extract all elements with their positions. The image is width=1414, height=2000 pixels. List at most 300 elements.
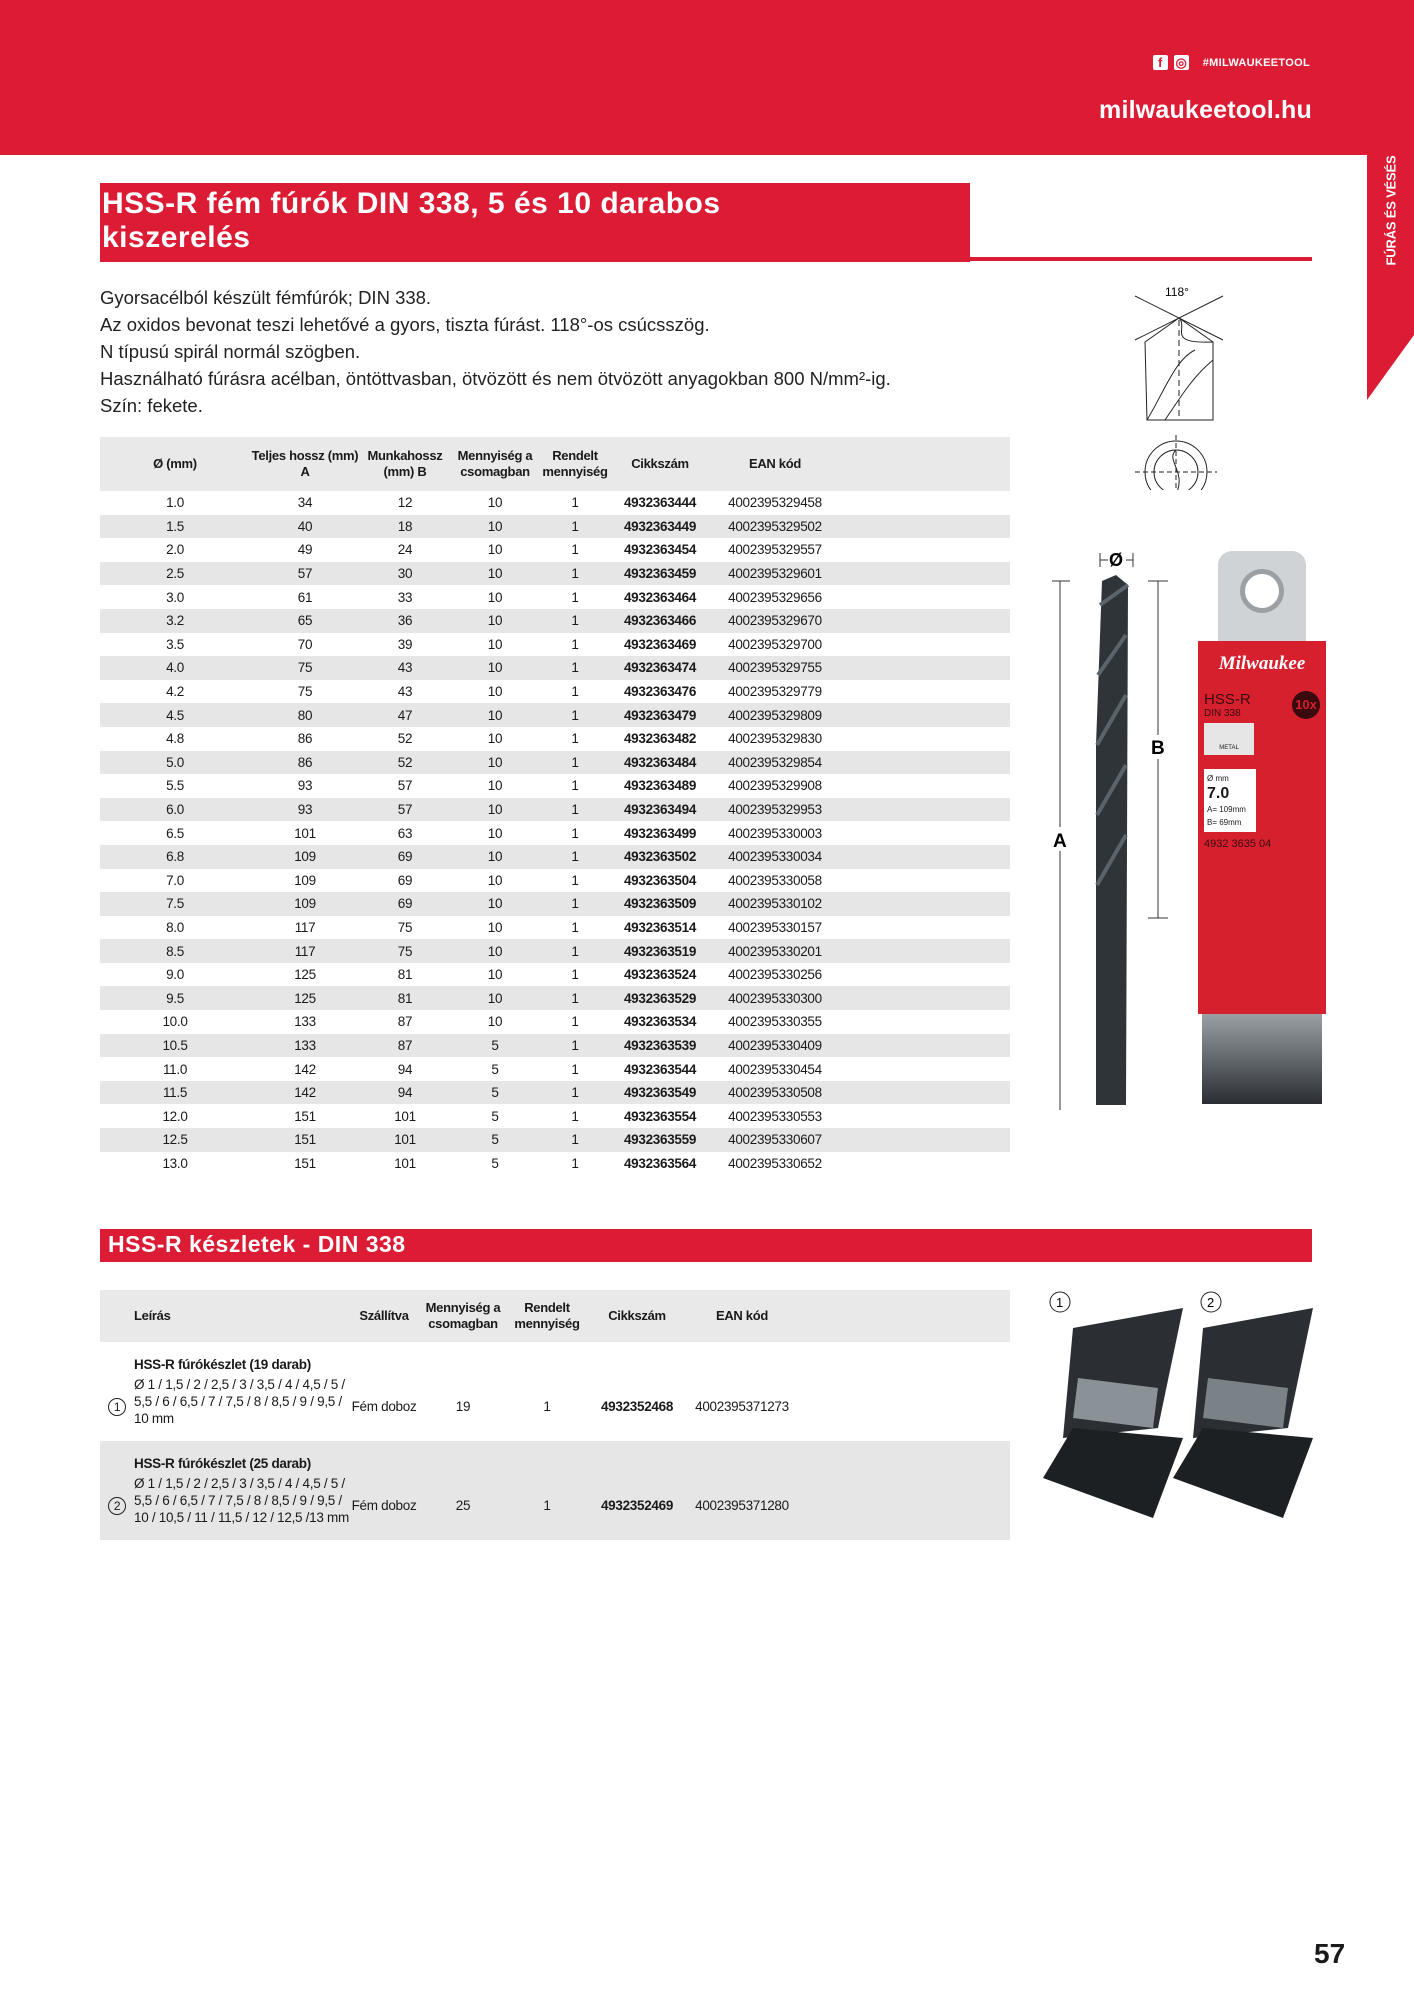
description-line: Használható fúrásra acélban, öntöttvasban, ötvözött és nem ötvözött anyagokban 800 N/mm²-ig. bbox=[100, 368, 891, 389]
order-qty-cell: 1 bbox=[571, 1108, 579, 1124]
package-material: METAL bbox=[1204, 723, 1254, 755]
article-number-cell: 4932363474 bbox=[610, 656, 710, 680]
working-length-cell: 101 bbox=[360, 1128, 450, 1152]
diameter-cell: 4.2 bbox=[166, 684, 184, 700]
pack-qty-cell: 10 bbox=[487, 825, 503, 841]
order-qty-cell: 1 bbox=[540, 1128, 610, 1152]
order-qty-cell: 1 bbox=[540, 845, 610, 869]
shipped-cell: Fém doboz bbox=[351, 1399, 417, 1414]
article-number-cell: 4932363554 bbox=[623, 1108, 697, 1124]
diameter-cell: 13.0 bbox=[162, 1155, 188, 1171]
package-type: HSS-R bbox=[1204, 691, 1251, 708]
working-length-cell: 63 bbox=[397, 825, 413, 841]
total-length-cell: 151 bbox=[294, 1155, 316, 1171]
diameter-cell: 6.5 bbox=[166, 825, 184, 841]
ean-code-cell: 4002395330553 bbox=[728, 1108, 822, 1124]
pack-qty-cell: 10 bbox=[487, 731, 503, 747]
package-dia-label: Ø mm bbox=[1207, 774, 1229, 783]
article-number-cell: 4932363504 bbox=[623, 872, 697, 888]
working-length-cell: 52 bbox=[360, 751, 450, 775]
pack-qty-cell: 10 bbox=[487, 542, 503, 558]
table-row bbox=[100, 585, 1010, 609]
hashtag: #MILWAUKEETOOL bbox=[1202, 56, 1310, 69]
total-length-cell: 151 bbox=[250, 1128, 360, 1152]
ean-code-cell: 4002395329908 bbox=[728, 778, 822, 794]
package-count-badge: 10x bbox=[1292, 691, 1320, 719]
ean-code-cell: 4002395330355 bbox=[728, 1014, 822, 1030]
table-row bbox=[100, 1010, 1010, 1034]
working-length-cell: 75 bbox=[360, 939, 450, 963]
article-number-cell: 4932363514 bbox=[623, 919, 697, 935]
article-number-cell: 4932352469 bbox=[587, 1471, 687, 1540]
package-norm: DIN 338 bbox=[1204, 708, 1241, 719]
pack-qty-cell: 10 bbox=[487, 495, 503, 511]
working-length-cell: 30 bbox=[360, 562, 450, 586]
drill-bit-table bbox=[100, 437, 1010, 1175]
working-length-cell: 57 bbox=[397, 778, 413, 794]
total-length-cell: 65 bbox=[250, 609, 360, 633]
total-length-cell: 40 bbox=[250, 515, 360, 539]
article-number-cell: 4932352468 bbox=[600, 1399, 674, 1414]
diameter-cell: 12.0 bbox=[162, 1108, 188, 1124]
article-number-cell: 4932363509 bbox=[610, 892, 710, 916]
section2-title: HSS-R készletek - DIN 338 bbox=[100, 1229, 1312, 1262]
dim-b-label: B bbox=[1151, 738, 1165, 759]
total-length-cell: 93 bbox=[250, 798, 360, 822]
working-length-cell: 81 bbox=[397, 967, 413, 983]
order-qty-cell: 1 bbox=[540, 1081, 610, 1105]
article-number-cell: 4932363519 bbox=[610, 939, 710, 963]
order-qty-cell: 1 bbox=[571, 684, 579, 700]
article-number-cell: 4932363549 bbox=[610, 1081, 710, 1105]
article-number-cell: 4932363559 bbox=[610, 1128, 710, 1152]
diameter-cell: 11.0 bbox=[162, 1061, 188, 1077]
drill-tip-drawing bbox=[1125, 280, 1235, 490]
ean-code-cell: 4002395330607 bbox=[710, 1128, 840, 1152]
description-line: Szín: fekete. bbox=[100, 395, 203, 416]
working-length-cell: 33 bbox=[397, 589, 413, 605]
ean-code-cell: 4002395329854 bbox=[710, 751, 840, 775]
order-qty-cell: 1 bbox=[540, 609, 610, 633]
column-header: Cikkszám bbox=[610, 437, 710, 491]
ean-code-cell: 4002395330409 bbox=[710, 1034, 840, 1058]
ean-code-cell: 4002395329601 bbox=[710, 562, 840, 586]
diameter-cell: 2.0 bbox=[166, 542, 184, 558]
article-number-cell: 4932363499 bbox=[623, 825, 697, 841]
order-qty-cell: 1 bbox=[571, 589, 579, 605]
table-row bbox=[100, 656, 1010, 680]
diameter-cell: 5.5 bbox=[166, 778, 184, 794]
total-length-cell: 109 bbox=[250, 892, 360, 916]
ean-code-cell: 4002395330034 bbox=[710, 845, 840, 869]
pack-qty-cell: 10 bbox=[487, 636, 503, 652]
header-band bbox=[0, 0, 1414, 155]
column-header: EAN kód bbox=[710, 437, 840, 491]
pack-qty-cell: 10 bbox=[450, 939, 540, 963]
order-qty-cell: 1 bbox=[571, 872, 579, 888]
table-row bbox=[100, 1057, 1010, 1081]
column-header: Szállítva bbox=[349, 1290, 419, 1342]
ean-code-cell: 4002395371280 bbox=[687, 1471, 797, 1540]
order-qty-cell: 1 bbox=[540, 562, 610, 586]
article-number-cell: 4932363479 bbox=[610, 703, 710, 727]
column-header: Ø (mm) bbox=[100, 437, 250, 491]
total-length-cell: 109 bbox=[294, 872, 316, 888]
table-row bbox=[100, 798, 1010, 822]
order-qty-cell: 1 bbox=[540, 798, 610, 822]
total-length-cell: 142 bbox=[250, 1081, 360, 1105]
table-row bbox=[100, 680, 1010, 704]
facebook-icon[interactable]: f bbox=[1153, 55, 1168, 70]
article-number-cell: 4932363489 bbox=[623, 778, 697, 794]
column-header: EAN kód bbox=[687, 1290, 797, 1342]
pack-qty-cell: 5 bbox=[450, 1128, 540, 1152]
pack-qty-cell: 5 bbox=[450, 1081, 540, 1105]
ean-code-cell: 4002395330102 bbox=[710, 892, 840, 916]
diameter-cell: 3.2 bbox=[100, 609, 250, 633]
column-header: Cikkszám bbox=[587, 1290, 687, 1342]
pack-qty-cell: 19 bbox=[455, 1399, 471, 1414]
pack-qty-cell: 10 bbox=[487, 684, 503, 700]
shipped-cell: Fém doboz bbox=[349, 1471, 419, 1540]
side-tab-label bbox=[1367, 140, 1414, 280]
pack-qty-cell: 10 bbox=[450, 892, 540, 916]
pack-qty-cell: 5 bbox=[491, 1155, 499, 1171]
working-length-cell: 47 bbox=[360, 703, 450, 727]
set-name-row bbox=[100, 1441, 1010, 1471]
ean-code-cell: 4002395330256 bbox=[728, 967, 822, 983]
package-a: A= 109mm bbox=[1207, 805, 1246, 814]
article-number-cell: 4932363482 bbox=[623, 731, 697, 747]
table-row bbox=[100, 1104, 1010, 1128]
order-qty-cell: 1 bbox=[571, 825, 579, 841]
ean-code-cell: 4002395329557 bbox=[728, 542, 822, 558]
table-row bbox=[100, 1471, 1010, 1540]
article-number-cell: 4932363539 bbox=[610, 1034, 710, 1058]
section-title-box bbox=[100, 183, 970, 262]
diameter-cell: 7.5 bbox=[100, 892, 250, 916]
article-number-cell: 4932363534 bbox=[623, 1014, 697, 1030]
set-sizes: Ø 1 / 1,5 / 2 / 2,5 / 3 / 3,5 / 4 / 4,5 / 5 / 5,5 / 6 / 6,5 / 7 / 7,5 / 8 / 8,5 / 9 / 9,5 / 10 mm bbox=[134, 1377, 345, 1426]
order-qty-cell: 1 bbox=[507, 1471, 587, 1540]
article-number-cell: 4932363544 bbox=[623, 1061, 697, 1077]
description-line: Gyorsacélból készült fémfúrók; DIN 338. bbox=[100, 287, 432, 308]
package-dia: 7.0 bbox=[1207, 785, 1230, 802]
diameter-cell: 8.5 bbox=[100, 939, 250, 963]
pack-qty-cell: 10 bbox=[450, 845, 540, 869]
total-length-cell: 133 bbox=[294, 1014, 316, 1030]
drill-bit-image bbox=[1050, 545, 1180, 1115]
column-header: Rendelt mennyiség bbox=[540, 437, 610, 491]
total-length-cell: 142 bbox=[294, 1061, 316, 1077]
table-row bbox=[100, 727, 1010, 751]
set-marker-icon: 2 bbox=[108, 1497, 126, 1515]
ean-code-cell: 4002395329953 bbox=[710, 798, 840, 822]
angle-label: 118° bbox=[1165, 285, 1189, 299]
ean-code-cell: 4002395329755 bbox=[710, 656, 840, 680]
pack-qty-cell: 10 bbox=[450, 515, 540, 539]
pack-qty-cell: 10 bbox=[487, 1014, 503, 1030]
working-length-cell: 94 bbox=[360, 1081, 450, 1105]
diameter-cell: 12.5 bbox=[100, 1128, 250, 1152]
diameter-cell: 2.5 bbox=[100, 562, 250, 586]
package-code: 4932 3635 04 bbox=[1204, 838, 1272, 850]
ean-code-cell: 4002395329779 bbox=[728, 684, 822, 700]
working-length-cell: 69 bbox=[360, 845, 450, 869]
article-number-cell: 4932363464 bbox=[623, 589, 697, 605]
total-length-cell: 125 bbox=[250, 986, 360, 1010]
pack-qty-cell: 10 bbox=[450, 656, 540, 680]
order-qty-cell: 1 bbox=[540, 1034, 610, 1058]
ean-code-cell: 4002395329670 bbox=[710, 609, 840, 633]
package-brand: Milwaukee bbox=[1218, 653, 1306, 674]
set-name: HSS-R fúrókészlet (19 darab) bbox=[134, 1357, 311, 1372]
drill-sets-image bbox=[1033, 1288, 1318, 1523]
article-number-cell: 4932363449 bbox=[610, 515, 710, 539]
working-length-cell: 101 bbox=[394, 1108, 416, 1124]
order-qty-cell: 1 bbox=[571, 1061, 579, 1077]
instagram-icon[interactable]: ◎ bbox=[1175, 55, 1187, 70]
diameter-cell: 9.0 bbox=[166, 967, 184, 983]
diameter-cell: 3.5 bbox=[166, 636, 184, 652]
ean-code-cell: 4002395330508 bbox=[710, 1081, 840, 1105]
working-length-cell: 75 bbox=[397, 919, 413, 935]
order-qty-cell: 1 bbox=[571, 1014, 579, 1030]
diameter-cell: 9.5 bbox=[100, 986, 250, 1010]
working-length-cell: 52 bbox=[397, 731, 413, 747]
order-qty-cell: 1 bbox=[540, 939, 610, 963]
article-number-cell: 4932363529 bbox=[610, 986, 710, 1010]
diameter-cell: 7.0 bbox=[166, 872, 184, 888]
working-length-cell: 87 bbox=[360, 1034, 450, 1058]
article-number-cell: 4932363466 bbox=[610, 609, 710, 633]
order-qty-cell: 1 bbox=[543, 1399, 551, 1414]
ean-code-cell: 4002395330003 bbox=[728, 825, 822, 841]
order-qty-cell: 1 bbox=[571, 542, 579, 558]
ean-code-cell: 4002395329458 bbox=[728, 495, 822, 511]
description-line: N típusú spirál normál szögben. bbox=[100, 341, 361, 362]
set-marker-icon: 1 bbox=[108, 1398, 126, 1416]
order-qty-cell: 1 bbox=[571, 1155, 579, 1171]
pack-qty-cell: 10 bbox=[450, 986, 540, 1010]
dim-diameter-label: Ø bbox=[1109, 550, 1124, 570]
pack-qty-cell: 10 bbox=[450, 703, 540, 727]
order-qty-cell: 1 bbox=[571, 919, 579, 935]
total-length-cell: 109 bbox=[250, 845, 360, 869]
working-length-cell: 36 bbox=[360, 609, 450, 633]
table-row bbox=[100, 538, 1010, 562]
total-length-cell: 86 bbox=[297, 731, 313, 747]
total-length-cell: 75 bbox=[297, 684, 313, 700]
side-tab-text: FÚRÁS ÉS VÉSÉS bbox=[1383, 155, 1398, 265]
column-header: Rendelt mennyiség bbox=[507, 1290, 587, 1342]
diameter-cell: 8.0 bbox=[166, 919, 184, 935]
title-line: HSS-R fém fúrók DIN 338, 5 és 10 darabos bbox=[102, 187, 721, 220]
total-length-cell: 117 bbox=[250, 939, 360, 963]
total-length-cell: 93 bbox=[297, 778, 313, 794]
total-length-cell: 61 bbox=[297, 589, 313, 605]
total-length-cell: 80 bbox=[250, 703, 360, 727]
order-qty-cell: 1 bbox=[540, 986, 610, 1010]
set-name: HSS-R fúrókészlet (25 darab) bbox=[134, 1441, 1010, 1471]
table-row bbox=[100, 1128, 1010, 1152]
pack-qty-cell: 10 bbox=[450, 798, 540, 822]
total-length-cell: 75 bbox=[250, 656, 360, 680]
working-length-cell: 43 bbox=[360, 656, 450, 680]
working-length-cell: 69 bbox=[397, 872, 413, 888]
drill-set-19-image bbox=[1043, 1308, 1183, 1518]
ean-code-cell: 4002395329809 bbox=[710, 703, 840, 727]
ean-code-cell: 4002395330652 bbox=[728, 1155, 822, 1171]
table-row bbox=[100, 774, 1010, 798]
total-length-cell: 57 bbox=[250, 562, 360, 586]
pack-qty-cell: 10 bbox=[450, 609, 540, 633]
table-row bbox=[100, 515, 1010, 539]
table-row bbox=[100, 986, 1010, 1010]
total-length-cell: 133 bbox=[250, 1034, 360, 1058]
order-qty-cell: 1 bbox=[571, 636, 579, 652]
column-header: Munkahossz (mm) B bbox=[360, 437, 450, 491]
working-length-cell: 18 bbox=[360, 515, 450, 539]
pack-qty-cell: 10 bbox=[450, 751, 540, 775]
diameter-cell: 6.8 bbox=[100, 845, 250, 869]
working-length-cell: 94 bbox=[397, 1061, 413, 1077]
set-marker: 2 bbox=[1207, 1295, 1215, 1310]
table-row bbox=[100, 491, 1010, 515]
ean-code-cell: 4002395329656 bbox=[728, 589, 822, 605]
total-length-cell: 34 bbox=[297, 495, 313, 511]
table-row bbox=[100, 1372, 1010, 1441]
diameter-cell: 1.5 bbox=[100, 515, 250, 539]
table-row bbox=[100, 939, 1010, 963]
column-header: Mennyiség a csomagban bbox=[450, 437, 540, 491]
pack-qty-cell: 10 bbox=[487, 589, 503, 605]
working-length-cell: 43 bbox=[397, 684, 413, 700]
description-line: Az oxidos bevonat teszi lehetővé a gyors, tiszta fúrást. 118°-os csúcsszög. bbox=[100, 314, 710, 335]
social-links bbox=[1153, 55, 1310, 70]
set-marker: 1 bbox=[1056, 1295, 1064, 1310]
article-number-cell: 4932363454 bbox=[623, 542, 697, 558]
title-underline bbox=[970, 257, 1312, 261]
order-qty-cell: 1 bbox=[540, 892, 610, 916]
package-image bbox=[1198, 551, 1326, 1104]
drill-set-25-image bbox=[1173, 1308, 1313, 1518]
order-qty-cell: 1 bbox=[540, 703, 610, 727]
table-row bbox=[100, 1081, 1010, 1105]
diameter-cell: 1.0 bbox=[166, 495, 184, 511]
ean-code-cell: 4002395330300 bbox=[710, 986, 840, 1010]
table-row bbox=[100, 916, 1010, 940]
table-row bbox=[100, 633, 1010, 657]
diameter-cell: 4.5 bbox=[100, 703, 250, 727]
dim-a-label: A bbox=[1053, 831, 1067, 852]
working-length-cell: 24 bbox=[397, 542, 413, 558]
article-number-cell: 4932363476 bbox=[623, 684, 697, 700]
ean-code-cell: 4002395329830 bbox=[728, 731, 822, 747]
order-qty-cell: 1 bbox=[540, 656, 610, 680]
total-length-cell: 70 bbox=[297, 636, 313, 652]
total-length-cell: 151 bbox=[294, 1108, 316, 1124]
order-qty-cell: 1 bbox=[571, 495, 579, 511]
article-number-cell: 4932363444 bbox=[623, 495, 697, 511]
order-qty-cell: 1 bbox=[571, 967, 579, 983]
ean-code-cell: 4002395330454 bbox=[728, 1061, 822, 1077]
table-row bbox=[100, 845, 1010, 869]
pack-qty-cell: 5 bbox=[450, 1034, 540, 1058]
table-row bbox=[100, 821, 1010, 845]
set-sizes: Ø 1 / 1,5 / 2 / 2,5 / 3 / 3,5 / 4 / 4,5 / 5 / 5,5 / 6 / 6,5 / 7 / 7,5 / 8 / 8,5 / 9 / 9,5 / 10 / 10,5 / 11 / 11,5 / 12 / 12,5 /13 mm bbox=[134, 1471, 349, 1540]
description bbox=[100, 284, 891, 419]
working-length-cell: 101 bbox=[394, 1155, 416, 1171]
pack-qty-cell: 10 bbox=[487, 872, 503, 888]
working-length-cell: 69 bbox=[360, 892, 450, 916]
table-row bbox=[100, 963, 1010, 987]
table-row bbox=[100, 751, 1010, 775]
total-length-cell: 125 bbox=[294, 967, 316, 983]
pack-qty-cell: 10 bbox=[487, 919, 503, 935]
diameter-cell: 3.0 bbox=[166, 589, 184, 605]
article-number-cell: 4932363564 bbox=[623, 1155, 697, 1171]
table-row bbox=[100, 703, 1010, 727]
page-number: 57 bbox=[1314, 1938, 1346, 1969]
working-length-cell: 87 bbox=[397, 1014, 413, 1030]
total-length-cell: 101 bbox=[294, 825, 316, 841]
order-qty-cell: 1 bbox=[540, 515, 610, 539]
working-length-cell: 12 bbox=[397, 495, 413, 511]
article-number-cell: 4932363524 bbox=[623, 967, 697, 983]
drill-set-table bbox=[100, 1290, 1010, 1540]
ean-code-cell: 4002395329502 bbox=[710, 515, 840, 539]
table-row bbox=[100, 609, 1010, 633]
ean-code-cell: 4002395330201 bbox=[710, 939, 840, 963]
table-row bbox=[100, 892, 1010, 916]
article-number-cell: 4932363484 bbox=[610, 751, 710, 775]
pack-qty-cell: 10 bbox=[487, 778, 503, 794]
diameter-cell: 10.0 bbox=[162, 1014, 188, 1030]
article-number-cell: 4932363459 bbox=[610, 562, 710, 586]
set-name-row bbox=[100, 1342, 1010, 1372]
diameter-cell: 5.0 bbox=[100, 751, 250, 775]
table-row bbox=[100, 562, 1010, 586]
package-b: B= 69mm bbox=[1207, 818, 1242, 827]
pack-qty-cell: 25 bbox=[419, 1471, 507, 1540]
diameter-cell: 4.8 bbox=[166, 731, 184, 747]
ean-code-cell: 4002395329700 bbox=[728, 636, 822, 652]
working-length-cell: 39 bbox=[397, 636, 413, 652]
pack-qty-cell: 5 bbox=[491, 1108, 499, 1124]
total-length-cell: 86 bbox=[250, 751, 360, 775]
website-url[interactable]: milwaukeetool.hu bbox=[1099, 96, 1312, 124]
order-qty-cell: 1 bbox=[571, 731, 579, 747]
table-row bbox=[100, 1034, 1010, 1058]
pack-qty-cell: 10 bbox=[450, 562, 540, 586]
ean-code-cell: 4002395330157 bbox=[728, 919, 822, 935]
column-header: Mennyiség a csomagban bbox=[419, 1290, 507, 1342]
diameter-cell: 4.0 bbox=[100, 656, 250, 680]
diameter-cell: 11.5 bbox=[100, 1081, 250, 1105]
article-number-cell: 4932363469 bbox=[623, 636, 697, 652]
column-header: Teljes hossz (mm) A bbox=[250, 437, 360, 491]
pack-qty-cell: 10 bbox=[487, 967, 503, 983]
working-length-cell: 57 bbox=[360, 798, 450, 822]
diameter-cell: 10.5 bbox=[100, 1034, 250, 1058]
total-length-cell: 49 bbox=[297, 542, 313, 558]
article-number-cell: 4932363502 bbox=[610, 845, 710, 869]
article-number-cell: 4932363494 bbox=[610, 798, 710, 822]
page-title bbox=[102, 187, 970, 255]
ean-code-cell: 4002395330058 bbox=[728, 872, 822, 888]
working-length-cell: 81 bbox=[360, 986, 450, 1010]
